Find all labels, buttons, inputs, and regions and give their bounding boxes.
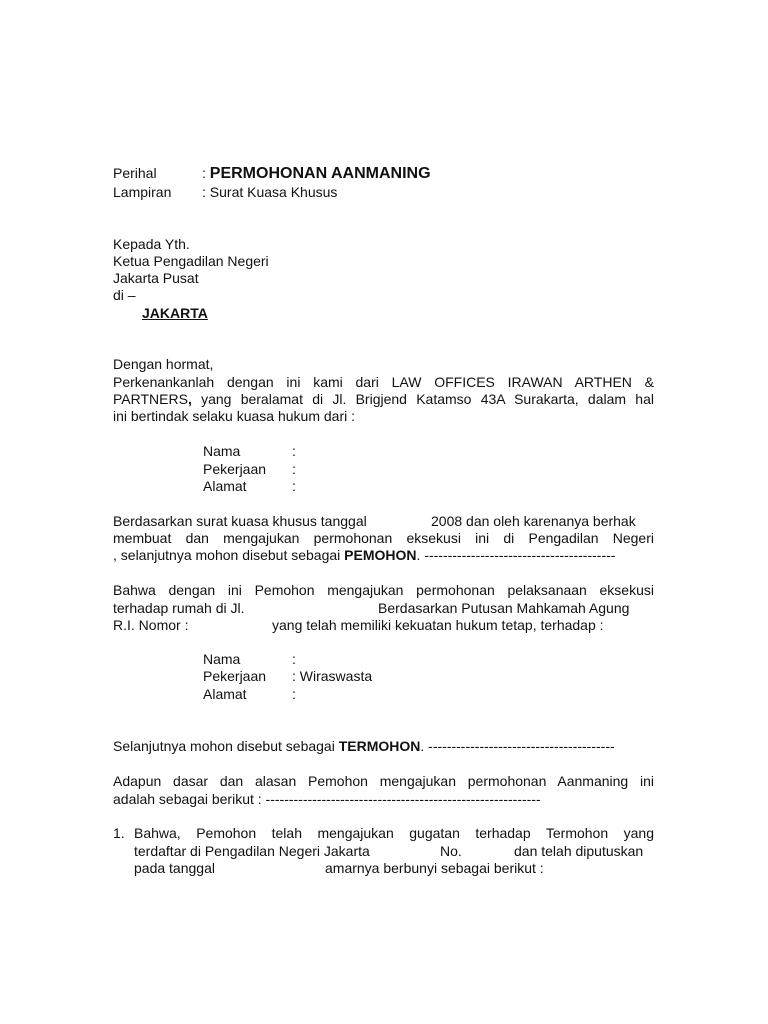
- client-alamat-label: Alamat: [203, 478, 247, 494]
- firm-name-partners: PARTNERS: [113, 391, 188, 407]
- item-1-number: 1.: [113, 825, 125, 841]
- bahwa-line-2a: terhadap rumah di Jl.: [113, 600, 245, 616]
- item-1-line-1: Bahwa, Pemohon telah mengajukan gugatan terhadap Termohon yang: [134, 825, 654, 841]
- opening-line-3: ini bertindak selaku kuasa hukum dari :: [113, 408, 356, 424]
- perihal-value: PERMOHONAN AANMANING: [209, 165, 431, 182]
- kuasa-line-3: [113, 547, 654, 564]
- firm-name-comma: ,: [187, 391, 192, 407]
- opening-line-1: Perkenankanlah dengan ini kami dari LAW OFFICES IRAWAN ARTHEN &: [113, 374, 654, 390]
- client-pekerjaan-row: [203, 461, 296, 478]
- bahwa-line-3a: R.I. Nomor :: [113, 617, 189, 633]
- recipient-line-3: Jakarta Pusat: [113, 270, 199, 286]
- client-alamat-value: :: [292, 478, 296, 494]
- client-pekerjaan-label: Pekerjaan: [203, 461, 267, 477]
- respondent-nama-label: Nama: [203, 651, 241, 667]
- bahwa-line-2b: Berdasarkan Putusan Mahkamah Agung: [378, 600, 630, 616]
- bahwa-line-3b: yang telah memiliki kekuatan hukum tetap, terhadap :: [272, 617, 604, 633]
- item-1-line-3b: amarnya berbunyi sebagai berikut :: [325, 860, 544, 876]
- recipient-line-4: di –: [113, 287, 136, 303]
- recipient-city-text: JAKARTA: [142, 305, 208, 321]
- respondent-pekerjaan-label: Pekerjaan: [203, 668, 267, 684]
- perihal-colon: :: [202, 165, 206, 181]
- kuasa-line-3-text: , selanjutnya mohon disebut sebagai: [113, 547, 345, 563]
- recipient-city: [142, 305, 208, 322]
- respondent-nama-row: [203, 651, 296, 668]
- respondent-nama-value: :: [292, 651, 296, 667]
- kuasa-line-3-dashes: . -----------------------------------------: [416, 547, 616, 563]
- adapun-line-2: adalah sebagai berikut : -----------------------------------------------------------: [113, 791, 541, 807]
- opening-line-2: [113, 391, 654, 408]
- respondent-alamat-row: [203, 686, 296, 703]
- item-1-line-3a: pada tanggal: [134, 860, 215, 876]
- respondent-pekerjaan-row: [203, 668, 372, 685]
- client-nama-label: Nama: [203, 443, 241, 459]
- respondent-pekerjaan-value: : Wiraswasta: [292, 668, 373, 684]
- respondent-alamat-label: Alamat: [203, 686, 247, 702]
- termohon-line: [113, 738, 654, 755]
- termohon-line-dashes: . ----------------------------------------: [420, 738, 615, 754]
- item-1-line-2c: dan telah diputuskan: [514, 843, 644, 859]
- greeting: Dengan hormat,: [113, 356, 214, 372]
- lampiran-row: [113, 184, 337, 201]
- recipient-line-2: Ketua Pengadilan Negeri: [113, 253, 269, 269]
- perihal-label: Perihal: [113, 165, 157, 181]
- kuasa-line-1b: 2008 dan oleh karenanya berhak: [431, 513, 636, 529]
- item-1-line-2b: No.: [440, 843, 462, 859]
- bahwa-line-1: Bahwa dengan ini Pemohon mengajukan permohonan pelaksanaan eksekusi: [113, 582, 654, 598]
- kuasa-line-2: membuat dan mengajukan permohonan eksekusi ini di Pengadilan Negeri: [113, 530, 654, 546]
- client-pekerjaan-value: :: [292, 461, 296, 477]
- perihal-row: [113, 165, 431, 182]
- opening-line-2-rest: yang beralamat di Jl. Brigjend Katamso 43A Surakarta, dalam hal: [191, 391, 654, 407]
- recipient-line-1: Kepada Yth.: [113, 236, 190, 252]
- respondent-alamat-value: :: [292, 686, 296, 702]
- lampiran-label: Lampiran: [113, 184, 172, 200]
- termohon-term: TERMOHON: [338, 738, 421, 754]
- item-1-line-2a: terdaftar di Pengadilan Negeri Jakarta: [134, 843, 370, 859]
- client-nama-value: :: [292, 443, 296, 459]
- termohon-line-text: Selanjutnya mohon disebut sebagai: [113, 738, 339, 754]
- kuasa-line-1a: Berdasarkan surat kuasa khusus tanggal: [113, 513, 367, 529]
- client-nama-row: [203, 443, 296, 460]
- lampiran-value: : Surat Kuasa Khusus: [202, 184, 338, 200]
- pemohon-term: PEMOHON: [344, 547, 417, 563]
- client-alamat-row: [203, 478, 296, 495]
- adapun-line-1: Adapun dasar dan alasan Pemohon mengajukan permohonan Aanmaning ini: [113, 773, 654, 789]
